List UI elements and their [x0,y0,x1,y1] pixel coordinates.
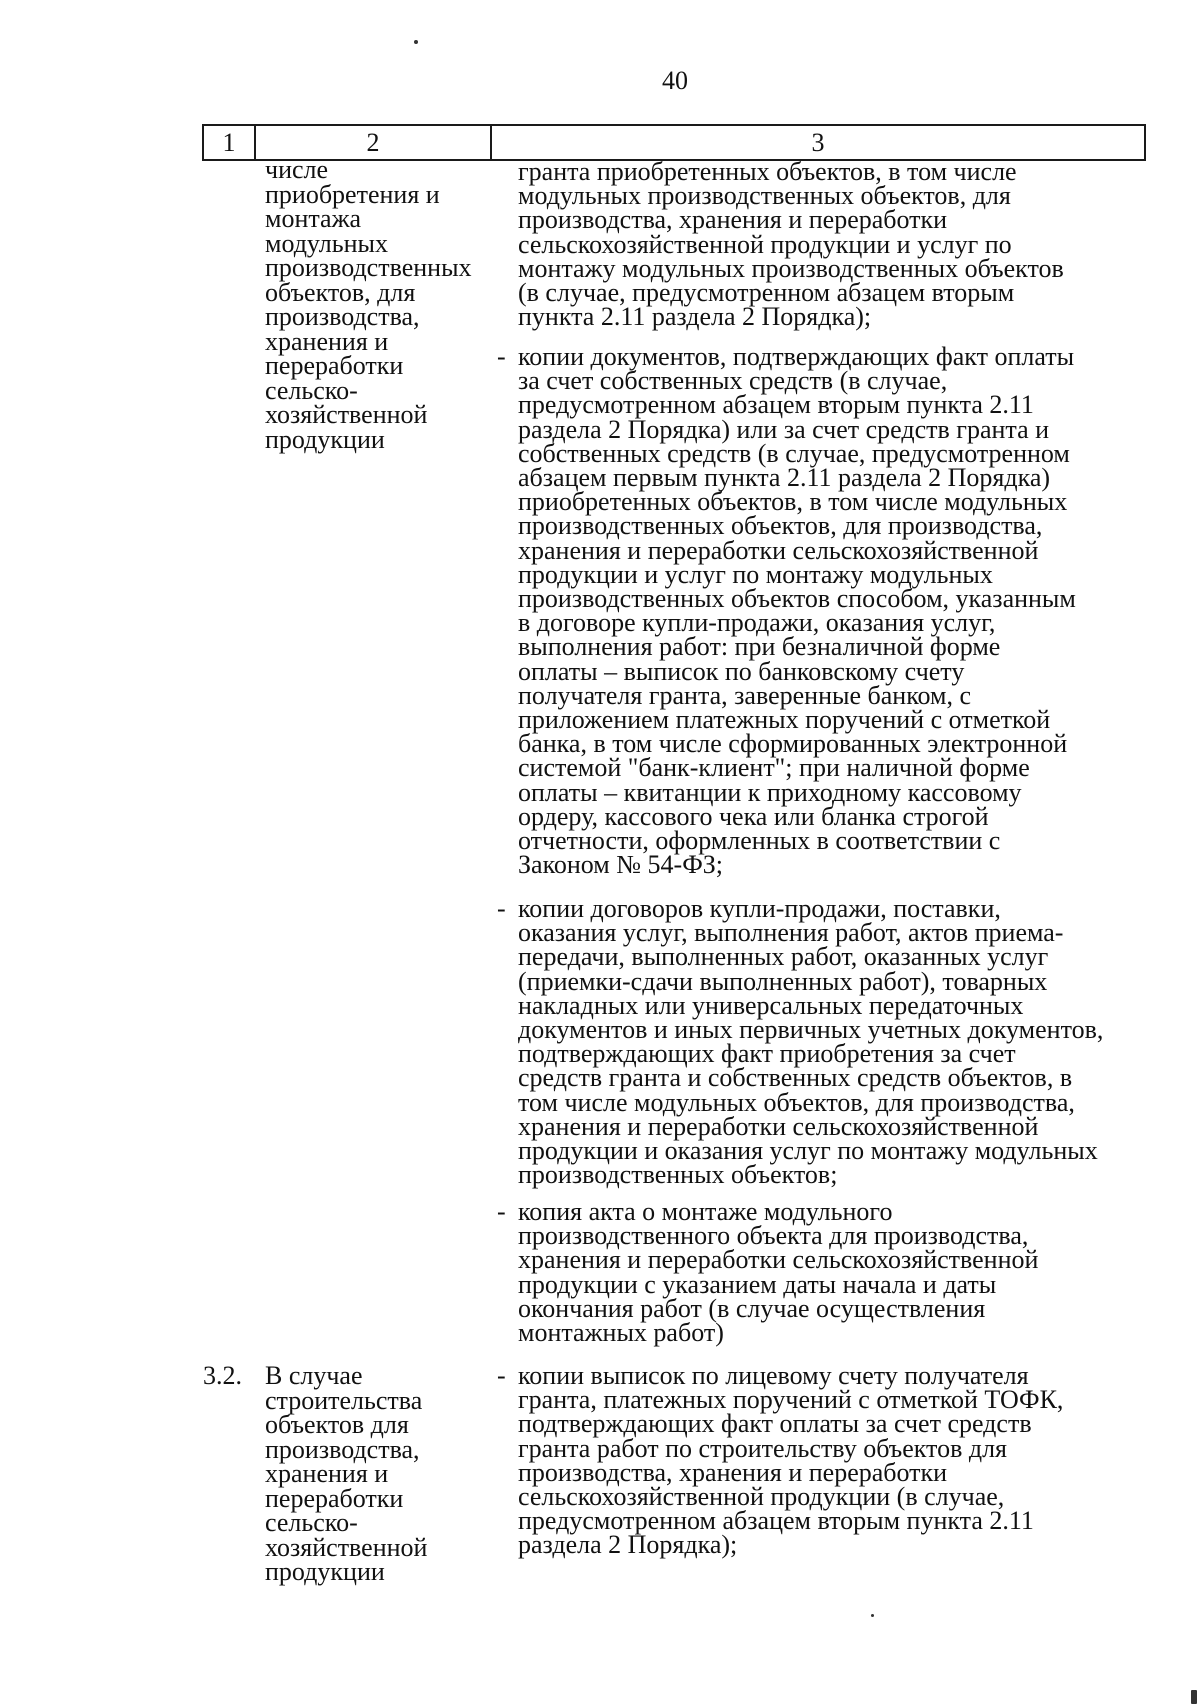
row1-description: числе приобретения и монтажа модульных производственных объектов, для производства, хранения и переработки сельско- хозяйственной продукции [265,155,472,454]
scan-speck [414,40,418,44]
row2-item1-dash: - [497,1361,506,1390]
header-cell-col3: 3 [811,127,825,157]
row1-item3-dash: - [497,1197,506,1226]
row2-item1-text: копии выписок по лицевому счету получателя гранта, платежных поручений с отметкой ТОФК, подтверждающих факт оплаты за счет средств гранта работ по строительству объектов для производства, хранения и переработки сельскохозяйственной продукции (в случае, предусмотренном абзацем вторым пункта 2.11 раздела 2 Порядка); [518,1361,1064,1560]
row1-item1-dash: - [497,342,506,371]
header-cell-col1: 1 [204,126,256,159]
page-number: 40 [662,66,688,95]
scan-speck [871,1614,874,1617]
row1-item2-text: копии договоров купли-продажи, поставки, оказания услуг, выполнения работ, актов приема- передачи, выполненных работ, оказанных услуг (приемки-сдачи выполненных работ), товарных накладных или универсальных передаточных документов и иных первичных учетных документов, подтверждающих факт приобретения за счет средств гранта и собственных средств объектов, в том числе модульных объектов, для производства, хранения и переработки сельскохозяйственной продукции и оказания услуг по монтажу модульных производственных объектов; [518,894,1104,1190]
row2-number: 3.2. [203,1361,242,1390]
header-cell-col2: 2 [256,126,492,159]
row1-item3-text: копия акта о монтаже модульного производственного объекта для производства, хранения и переработки сельскохозяйственной продукции с указанием даты начала и даты окончания работ (в случае осуществления монтажных работ) [518,1197,1039,1348]
scan-edge-mark [1191,1690,1197,1704]
row1-continuation-text: гранта приобретенных объектов, в том числе модульных производственных объектов, для производства, хранения и переработки сельскохозяйственной продукции и услуг по монтажу модульных производственных объектов (в случае, предусмотренном абзацем вторым пункта 2.11 раздела 2 Порядка); [518,157,1064,332]
row1-item2-dash: - [497,894,506,923]
table-header-row [202,124,1146,161]
row1-item1-text: копии документов, подтверждающих факт оплаты за счет собственных средств (в случае, предусмотренном абзацем вторым пункта 2.11 раздела 2 Порядка) или за счет средств гранта и собственных средств (в случае, предусмотренном абзацем первым пункта 2.11 раздела 2 Порядка) приобретенных объектов, в том числе модульных производственных объектов, для производства, хранения и переработки сельскохозяйственной продукции и услуг по монтажу модульных производственных объектов способом, указанным в договоре купли-продажи, оказания услуг, выполнения работ: при безналичной форме оплаты – выписок по банковскому счету получателя гранта, заверенные банком, с приложением платежных поручений с отметкой банка, в том числе сформированных электронной системой "банк-клиент"; при наличной форме оплаты – квитанции к приходному кассовому ордеру, кассового чека или бланка строгой отчетности, оформленных в соответствии с Законом № 54-ФЗ; [518,342,1076,880]
row2-description: В случае строительства объектов для производства, хранения и переработки сельско- хозяйственной продукции [265,1361,428,1586]
